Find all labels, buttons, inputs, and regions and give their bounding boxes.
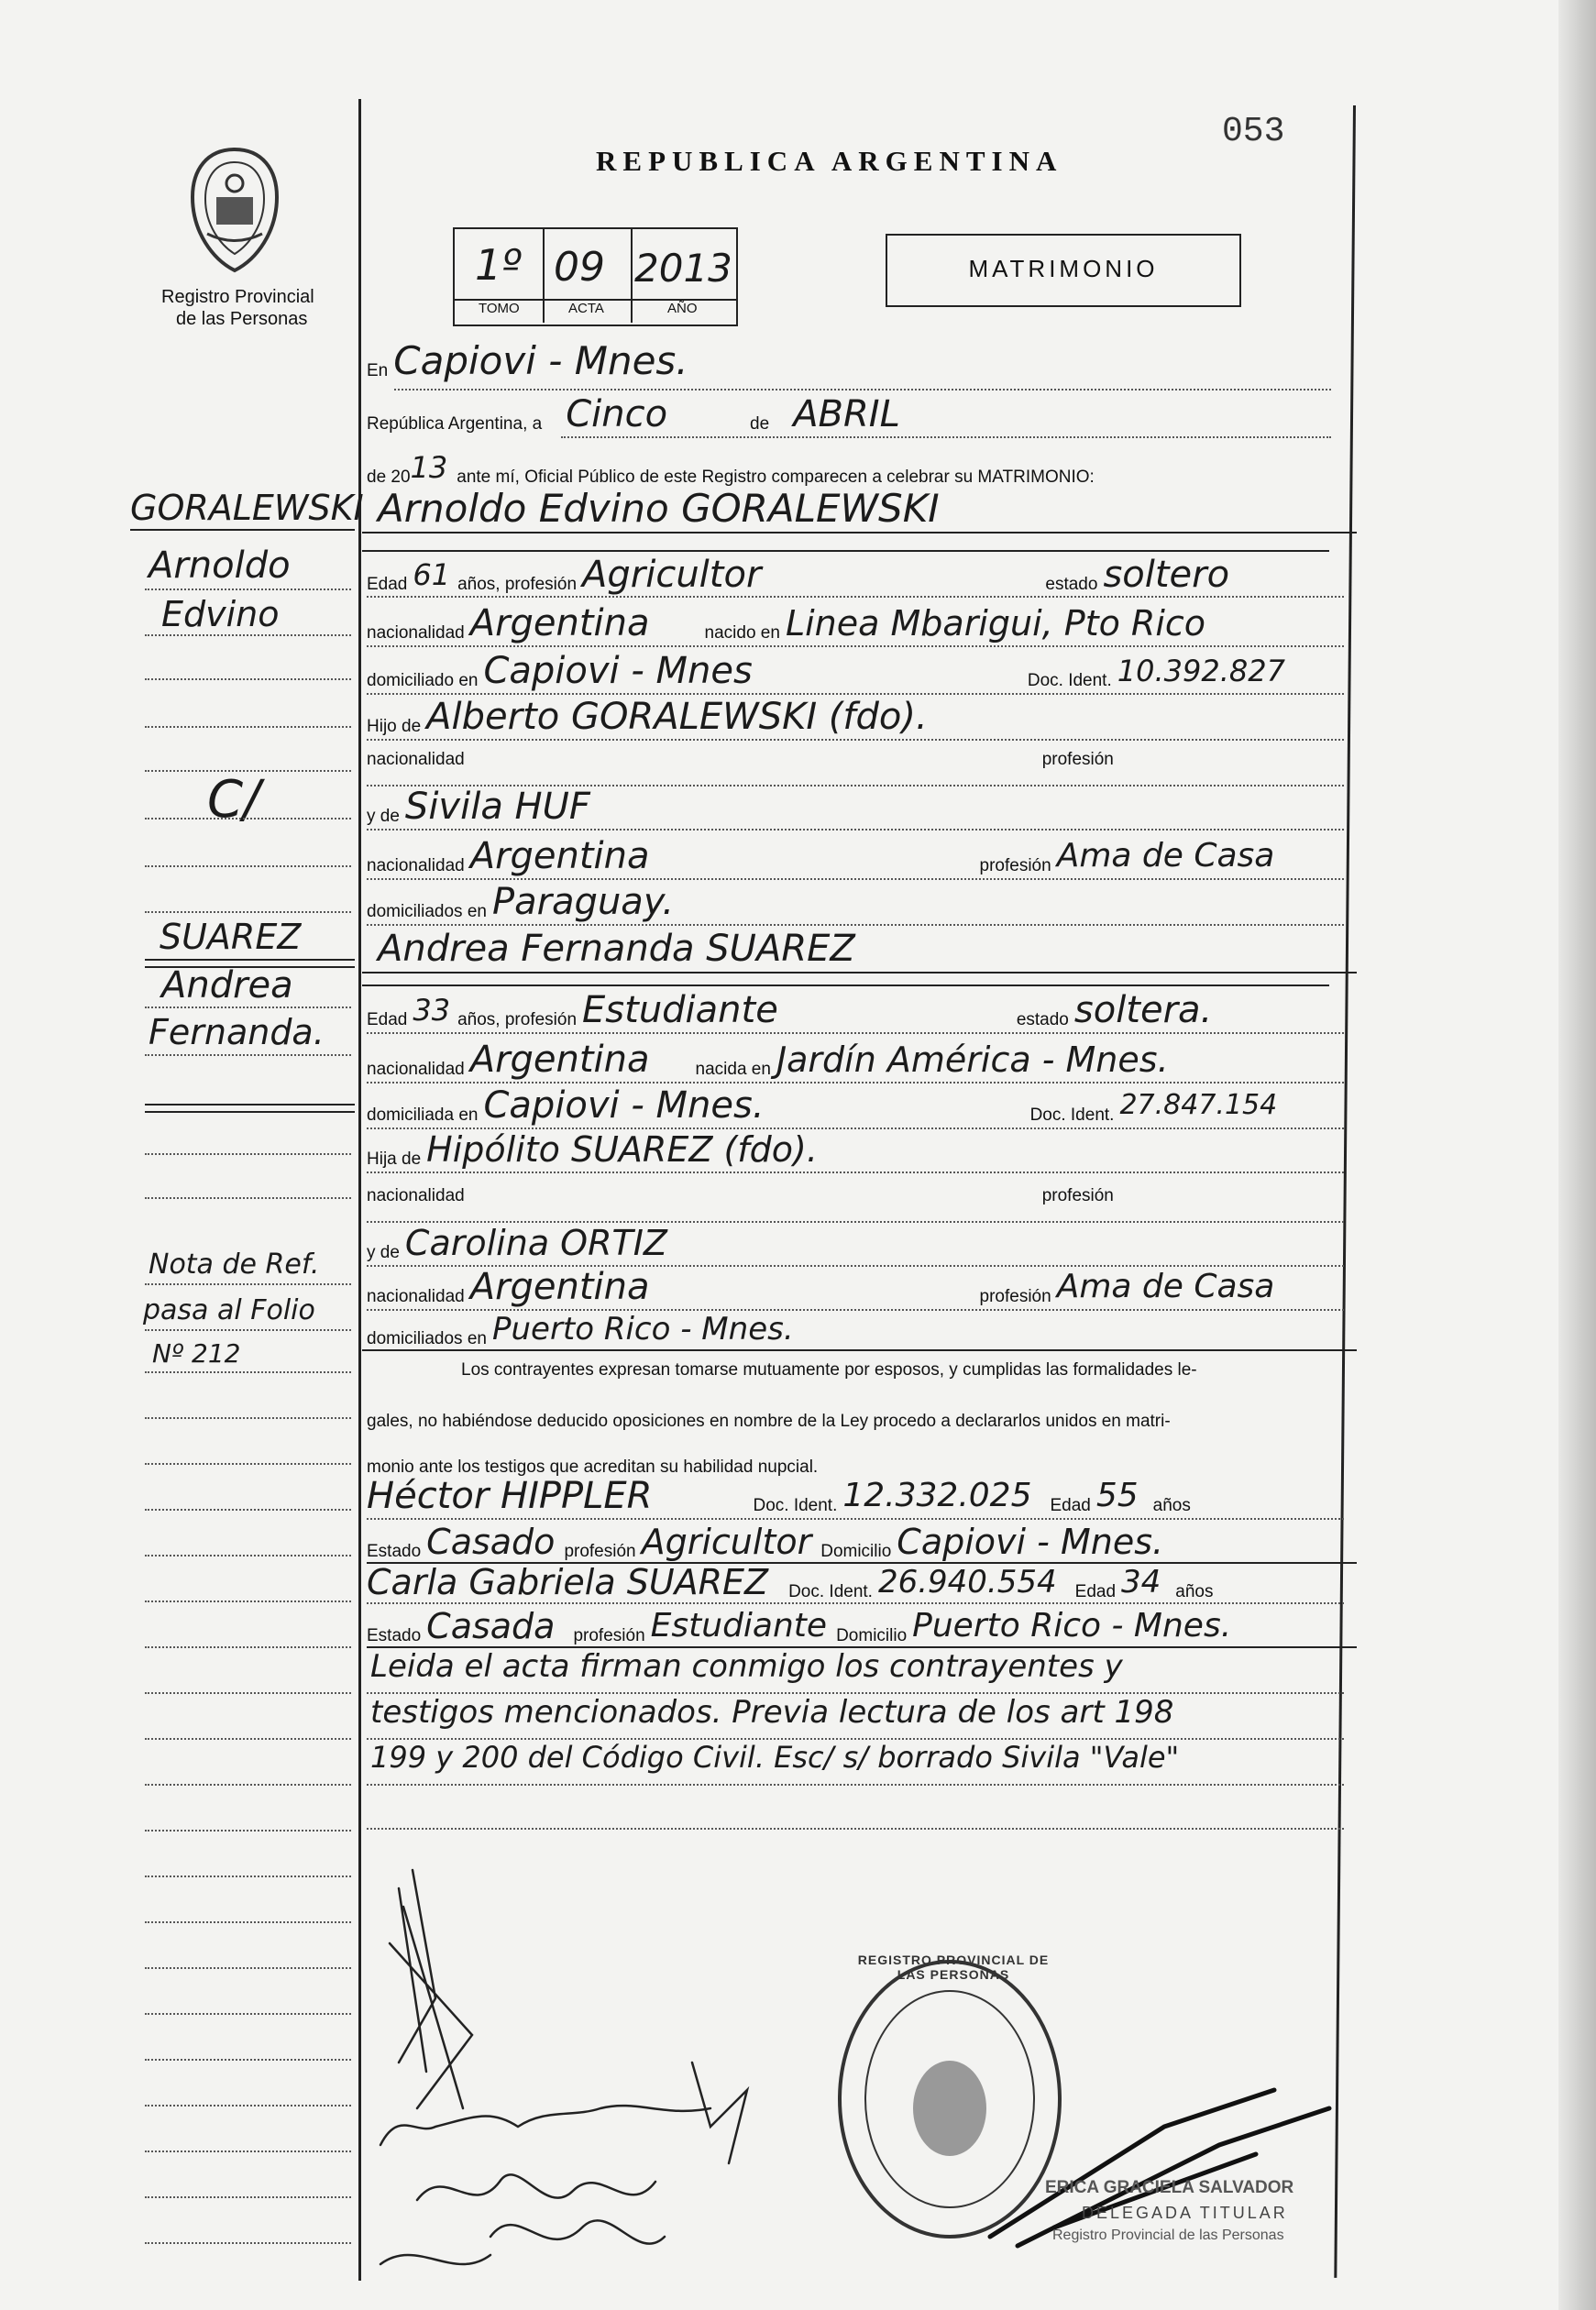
margin-note-line2: pasa al Folio bbox=[143, 1294, 315, 1326]
declaration-line1: Los contrayentes expresan tomarse mutuamente por esposos, y cumplidas las formalidades le- bbox=[461, 1360, 1197, 1380]
bride-age-row: Edad 33 años, profesión Estudiante estado soltera. bbox=[367, 989, 1213, 1031]
registry-name-line1: Registro Provincial bbox=[161, 287, 314, 307]
stamp-ring-text: REGISTRO PROVINCIAL DE LAS PERSONAS bbox=[857, 1952, 1050, 1982]
groom-margin-surname: GORALEWSKI bbox=[130, 488, 364, 528]
date-field: República Argentina, a Cinco de ABRIL bbox=[367, 393, 900, 435]
acta-label: ACTA bbox=[568, 301, 604, 316]
acta-value: 09 bbox=[554, 244, 605, 291]
closing-line2: testigos mencionados. Previa lectura de los art 198 bbox=[370, 1694, 1174, 1731]
groom-age-row: Edad 61 años, profesión Agricultor estado soltero bbox=[367, 554, 1230, 596]
margin-c-separator: C/ bbox=[207, 770, 260, 830]
bride-mother-row: y de Carolina ORTIZ bbox=[367, 1223, 667, 1263]
closing-line3: 199 y 200 del Código Civil. Esc/ s/ borrado Sivila "Vale" bbox=[370, 1740, 1180, 1775]
groom-mother-row: y de Sivila HUF bbox=[367, 786, 590, 828]
groom-father-nationality-row: nacionalidad profesión bbox=[367, 750, 1114, 769]
ano-label: AÑO bbox=[667, 301, 698, 316]
bride-full-name: Andrea Fernanda SUAREZ bbox=[378, 928, 855, 970]
bride-address-row: domiciliada en Capiovi - Mnes. Doc. Ident. 27.847.154 bbox=[367, 1084, 1278, 1127]
margin-rule-right bbox=[1334, 105, 1356, 2278]
margin-rule-left bbox=[358, 99, 361, 2281]
margin-note-line3: Nº 212 bbox=[152, 1338, 241, 1369]
year-statement: de 20 13 ante mí, Oficial Público de este Registro comparecen a celebrar su MATRIMONIO: bbox=[367, 450, 1095, 487]
groom-margin-name2: Edvino bbox=[161, 594, 280, 634]
groom-nationality-row: nacionalidad Argentina nacido en Linea Mbarigui, Pto Rico bbox=[367, 602, 1206, 644]
groom-parents-address-row: domiciliados en Paraguay. bbox=[367, 881, 675, 923]
declaration-line3: monio ante los testigos que acreditan su habilidad nupcial. bbox=[367, 1458, 819, 1477]
page-number: 053 bbox=[1222, 112, 1285, 151]
place-field: En Capiovi - Mnes. bbox=[367, 338, 688, 383]
witness2-row1: Carla Gabriela SUAREZ Doc. Ident. 26.940.554 Edad 34 años bbox=[367, 1562, 1214, 1602]
bride-nationality-row: nacionalidad Argentina nacida en Jardín América - Mnes. bbox=[367, 1039, 1169, 1081]
tomo-label: TOMO bbox=[479, 301, 520, 316]
registry-name-line2: de las Personas bbox=[176, 309, 308, 329]
witness1-row1: Héctor HIPPLER Doc. Ident. 12.332.025 Edad 55 años bbox=[367, 1475, 1191, 1517]
officer-title: DELEGADA TITULAR bbox=[1082, 2204, 1288, 2222]
officer-organization: Registro Provincial de las Personas bbox=[1052, 2228, 1284, 2243]
closing-line1: Leida el acta firman conmigo los contrayentes y bbox=[370, 1648, 1123, 1685]
bride-father-nationality-row: nacionalidad profesión bbox=[367, 1186, 1114, 1205]
witness2-row2: Estado Casada profesión Estudiante Domicilio Puerto Rico - Mnes. bbox=[367, 1606, 1232, 1646]
bride-margin-surname: SUAREZ bbox=[160, 917, 302, 957]
page-edge-shadow bbox=[1558, 0, 1596, 2310]
officer-name: ERICA GRACIELA SALVADOR bbox=[1045, 2178, 1294, 2197]
tomo-value: 1º bbox=[475, 240, 522, 290]
bride-father-row: Hija de Hipólito SUAREZ (fdo). bbox=[367, 1129, 818, 1170]
groom-father-row: Hijo de Alberto GORALEWSKI (fdo). bbox=[367, 696, 928, 738]
bride-margin-name2: Fernanda. bbox=[149, 1012, 325, 1052]
provincial-seal-emblem bbox=[180, 142, 290, 280]
witness1-row2: Estado Casado profesión Agricultor Domicilio Capiovi - Mnes. bbox=[367, 1522, 1164, 1562]
groom-mother-nationality-row: nacionalidad Argentina profesión Ama de Casa bbox=[367, 835, 1275, 877]
groom-full-name: Arnoldo Edvino GORALEWSKI bbox=[378, 486, 940, 531]
bride-parents-address-row: domiciliados en Puerto Rico - Mnes. bbox=[367, 1311, 794, 1348]
ano-value: 2013 bbox=[634, 246, 732, 291]
declaration-line2: gales, no habiéndose deducido oposiciones en nombre de la Ley procedo a declararlos unidos en matri- bbox=[367, 1412, 1171, 1431]
margin-note-line1: Nota de Ref. bbox=[149, 1248, 320, 1281]
bride-mother-nationality-row: nacionalidad Argentina profesión Ama de Casa bbox=[367, 1266, 1275, 1308]
groom-margin-name1: Arnoldo bbox=[149, 544, 291, 587]
country-title: REPUBLICA ARGENTINA bbox=[596, 145, 1063, 177]
document-type: MATRIMONIO bbox=[968, 255, 1159, 282]
groom-address-row: domiciliado en Capiovi - Mnes Doc. Ident. 10.392.827 bbox=[367, 650, 1285, 692]
bride-margin-name1: Andrea bbox=[161, 964, 293, 1006]
